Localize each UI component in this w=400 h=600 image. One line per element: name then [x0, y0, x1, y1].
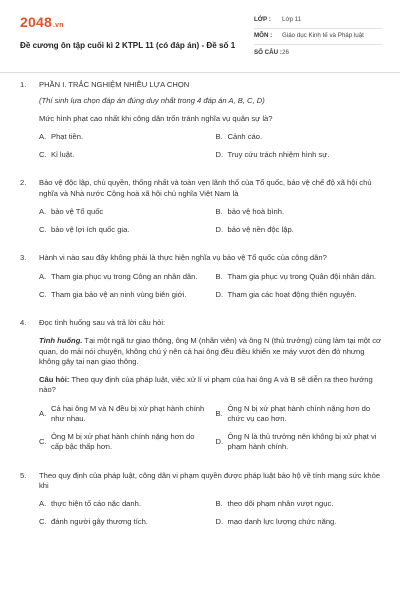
option-a[interactable] [39, 499, 206, 509]
option-letter: D. [215, 517, 224, 527]
section-title: PHẦN I. TRẮC NGHIỆM NHIỀU LỰA CHỌN [39, 80, 190, 89]
option-a[interactable] [39, 132, 206, 142]
option-letter: C. [39, 225, 47, 234]
meta-row-count [254, 45, 382, 61]
section-instruction: (Thí sinh lựa chọn đáp án đúng duy nhất trong 4 đáp án A, B, C, D) [39, 96, 265, 106]
option-c[interactable] [39, 150, 206, 160]
option-letter: B. [215, 131, 223, 141]
option-c[interactable] [39, 432, 206, 453]
question-block [20, 471, 382, 538]
option-d[interactable] [216, 290, 383, 300]
question-text: Bảo vệ độc lập, chủ quyền, thống nhất và toàn vẹn lãnh thổ của Tổ quốc, bảo vệ chế độ xã hội chủ nghĩa và Nhà nước Cộng hoà xã hội chủ nghĩa Việt Nam là [39, 178, 372, 198]
question-text: Hành vi nào sau đây không phải là thực hiện nghĩa vụ bảo vệ Tổ quốc của công dân? [39, 253, 327, 263]
option-b[interactable] [216, 132, 383, 142]
option-letter: B. [215, 408, 223, 418]
option-c[interactable] [39, 517, 206, 527]
option-text: Kỉ luật. [51, 150, 75, 159]
situation-paragraph [39, 336, 382, 367]
meta-row-subject [254, 29, 382, 45]
option-text: Tham gia phục vụ trong Công an nhân dân. [51, 271, 198, 281]
meta-key: SỐ CÂU : [254, 48, 282, 56]
option-d[interactable] [216, 517, 383, 527]
option-text: Ông N là thủ trưởng nên không bị xử phạt vi phạm hành chính. [227, 432, 377, 452]
option-text: Tham gia bảo vệ an ninh vùng biên giới. [51, 289, 187, 299]
option-letter: B. [215, 499, 223, 508]
option-grid [39, 404, 382, 453]
option-letter: D. [215, 289, 224, 299]
question-list [20, 80, 382, 546]
meta-row-class [254, 13, 382, 29]
question-block [20, 318, 382, 463]
option-text: Truy cứu trách nhiệm hình sự. [227, 150, 330, 159]
option-text: Phạt tiền. [51, 131, 84, 141]
question-number: 5. [20, 470, 27, 480]
option-text: bảo vệ nền độc lập. [227, 225, 294, 234]
option-letter: D. [215, 437, 224, 447]
option-letter: A. [39, 499, 47, 508]
question-block [20, 253, 382, 310]
meta-table [254, 13, 382, 61]
sub-question-lead: Câu hỏi: [39, 375, 70, 384]
option-grid [39, 207, 382, 236]
situation-text: Tại một ngã tư giao thông, ông M (nhân viên) và ông N (thủ trưởng) cùng làm tại một cơ quan, do mải nói chuyện, không chú ý nên cả hai ông đều điều khiển xe máy vượt đèn đỏ nhưng không gây tai nạn giao thông. [39, 336, 382, 366]
option-text: Tham gia các hoạt động thiện nguyện. [227, 289, 357, 299]
option-a[interactable] [39, 272, 206, 282]
option-letter: C. [39, 150, 47, 159]
question-number: 4. [20, 318, 27, 327]
meta-value: 26 [282, 48, 289, 56]
option-text: thực hiện tố cáo nặc danh. [51, 499, 141, 508]
question-number: 3. [20, 253, 27, 263]
option-d[interactable] [216, 432, 383, 453]
option-c[interactable] [39, 290, 206, 300]
option-text: theo dõi phạm nhân vượt ngục. [227, 499, 334, 508]
question-text: Đọc tình huống sau và trả lời câu hỏi: [39, 318, 166, 327]
option-text: Ông N bị xử phạt hành chính nặng hơn do chức vụ cao hơn. [227, 403, 371, 423]
option-d[interactable] [216, 150, 383, 160]
option-text: bảo vệ Tổ quốc [51, 206, 104, 216]
option-letter: C. [39, 437, 47, 447]
option-b[interactable] [216, 499, 383, 509]
sub-question-text: Theo quy định của pháp luật, việc xử lí vi phạm của hai ông A và B sẽ diễn ra theo hướng nào? [39, 375, 373, 395]
option-text: Cảnh cáo. [227, 131, 263, 141]
question-text: Theo quy định của pháp luật, công dân vi phạm quyền được pháp luật bảo hộ về tính mạng sức khỏe khi [39, 470, 381, 490]
document-header [20, 13, 382, 63]
document-title: Đề cương ôn tập cuối kì 2 KTPL 11 (có đáp án) - Đề số 1 [20, 41, 236, 50]
option-letter: A. [39, 206, 47, 216]
option-letter: A. [39, 271, 47, 281]
option-letter: C. [39, 517, 47, 527]
logo-suffix: .vn [52, 22, 64, 29]
option-letter: D. [215, 225, 224, 234]
option-letter: A. [39, 408, 47, 418]
option-letter: B. [215, 271, 223, 281]
option-b[interactable] [216, 272, 383, 282]
section-block [20, 80, 382, 170]
option-grid [39, 132, 382, 161]
meta-value: Lớp 11 [282, 16, 302, 24]
meta-key: MÔN : [254, 32, 273, 40]
option-grid [39, 499, 382, 528]
option-c[interactable] [39, 225, 206, 235]
option-text: Tham gia phục vụ trong Quân đội nhân dân. [227, 271, 377, 281]
option-text: Ông M bị xử phạt hành chính nặng hơn do cấp bậc thấp hơn. [51, 432, 195, 452]
option-letter: A. [39, 131, 47, 141]
option-grid [39, 272, 382, 301]
option-text: bảo vệ hoà bình. [227, 206, 285, 216]
option-a[interactable] [39, 207, 206, 217]
option-text: mạo danh lực lượng chức năng. [227, 517, 337, 527]
option-d[interactable] [216, 225, 383, 235]
question-block [20, 178, 382, 245]
logo-main: 2048 [20, 14, 52, 30]
option-a[interactable] [39, 404, 206, 425]
option-letter: C. [39, 289, 47, 299]
option-b[interactable] [216, 207, 383, 217]
question-number: 2. [20, 178, 27, 188]
option-text: Cả hai ông M và N đều bị xử phạt hành chính như nhau. [51, 403, 205, 423]
header-divider [0, 72, 400, 73]
situation-lead: Tình huống. [39, 336, 83, 346]
option-text: đánh người gây thương tích. [51, 517, 148, 527]
section-number: 1. [20, 80, 27, 89]
option-letter: B. [215, 206, 223, 216]
site-logo[interactable] [20, 13, 64, 32]
question-text: Mức hình phạt cao nhất khi công dân trốn tránh nghĩa vụ quân sự là? [39, 113, 273, 123]
meta-value: Giáo dục Kinh tế và Pháp luật [282, 32, 364, 40]
sub-question-paragraph [39, 375, 382, 396]
option-b[interactable] [216, 404, 383, 425]
meta-key: LỚP : [254, 16, 271, 24]
option-letter: D. [215, 150, 224, 159]
option-text: bảo vệ lợi ích quốc gia. [51, 225, 130, 234]
